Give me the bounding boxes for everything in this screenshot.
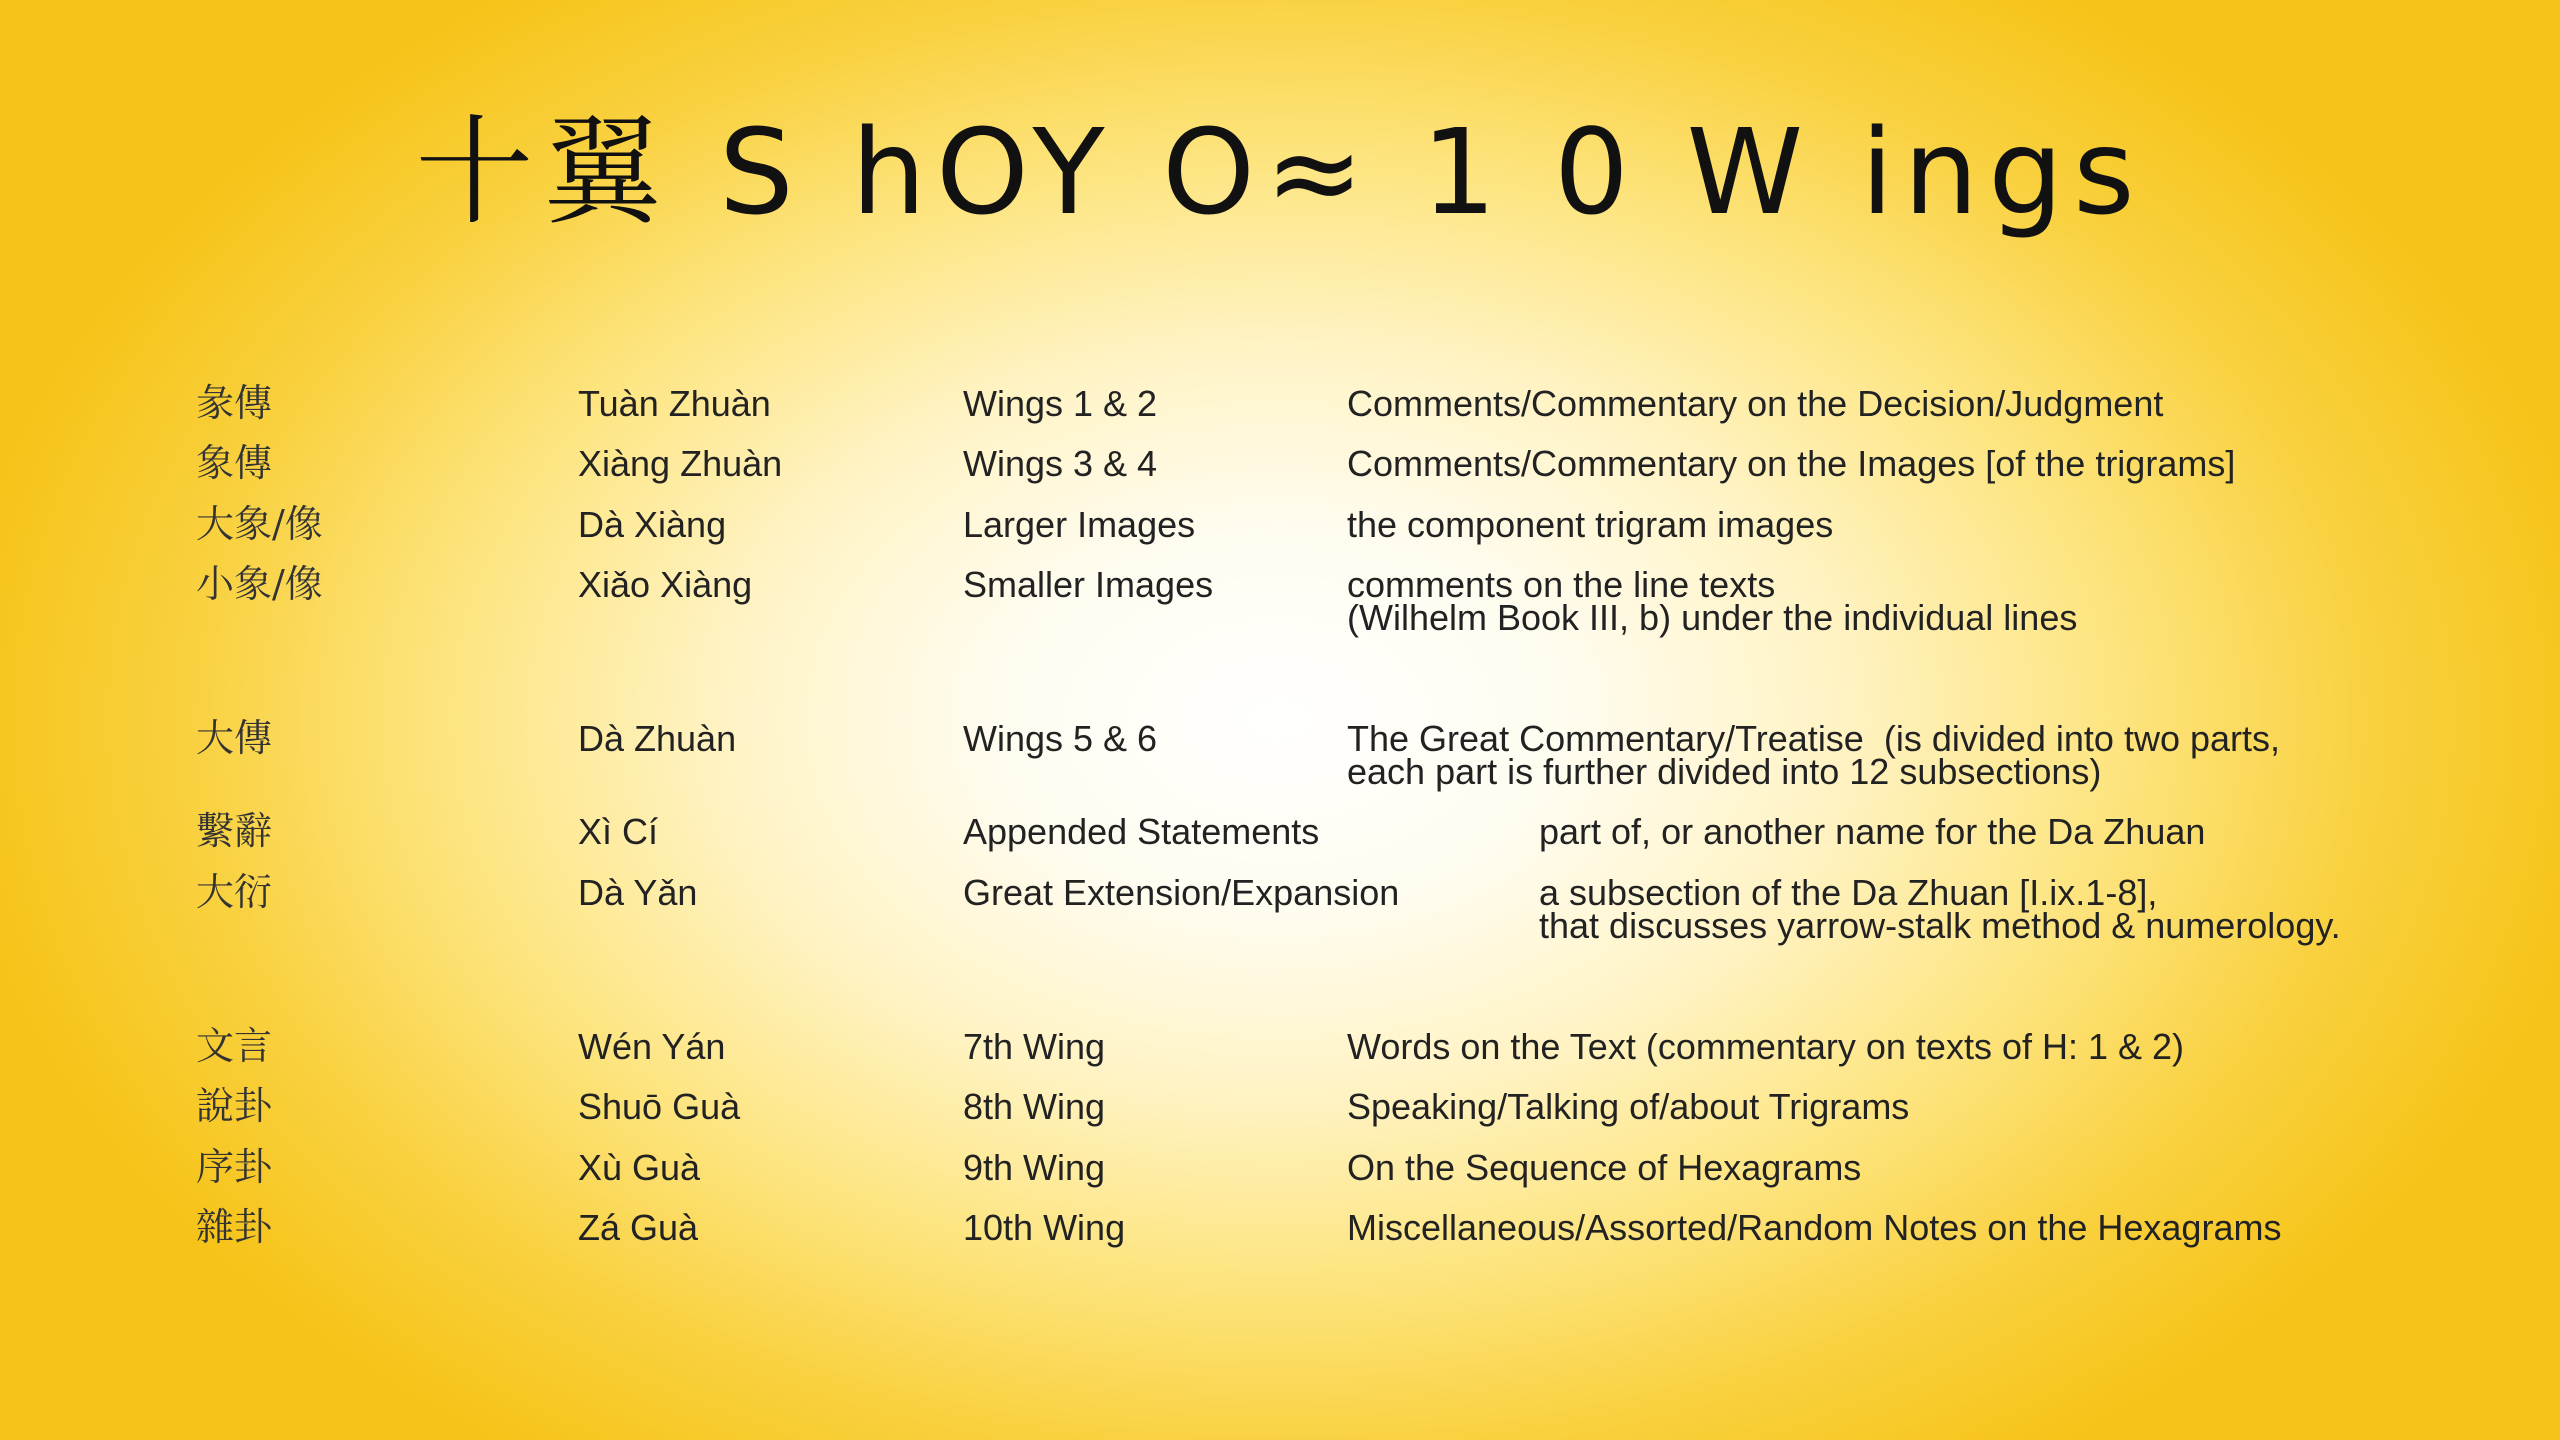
wing-cell: 9th Wing	[963, 1147, 1106, 1188]
description-cell: The Great Commentary/Treatise (is divided into two parts, each part is further divided into 12 subsections)	[1347, 718, 2281, 792]
pinyin-cell: Xù Guà	[578, 1147, 701, 1188]
hanzi-cell: 小象/像	[196, 562, 323, 606]
description-cell: comments on the line texts (Wilhelm Book III, b) under the individual lines	[1347, 564, 2078, 638]
pinyin-cell: Dà Zhuàn	[578, 718, 737, 759]
wing-cell: 10th Wing	[963, 1207, 1126, 1248]
wing-cell: 7th Wing	[963, 1026, 1106, 1067]
description-cell: Words on the Text (commentary on texts of H: 1 & 2)	[1347, 1026, 2185, 1067]
hanzi-cell: 繫辭	[196, 809, 273, 853]
description-cell: Speaking/Talking of/about Trigrams	[1347, 1086, 1910, 1127]
description-cell: Miscellaneous/Assorted/Random Notes on the Hexagrams	[1347, 1207, 2282, 1248]
pinyin-cell: Dà Xiàng	[578, 504, 727, 545]
description-cell: On the Sequence of Hexagrams	[1347, 1147, 1862, 1188]
pinyin-cell: Dà Yǎn	[578, 872, 698, 913]
hanzi-cell: 文言	[196, 1024, 273, 1068]
wing-cell: Great Extension/Expansion	[963, 872, 1400, 913]
wing-cell: Smaller Images	[963, 564, 1214, 605]
wing-cell: Wings 1 & 2	[963, 383, 1158, 424]
pinyin-cell: Xiàng Zhuàn	[578, 443, 783, 484]
hanzi-cell: 象傳	[196, 441, 273, 485]
hanzi-cell: 雜卦	[196, 1205, 273, 1249]
table-row	[0, 870, 2560, 950]
hanzi-cell: 彖傳	[196, 381, 273, 425]
hanzi-cell: 序卦	[196, 1145, 273, 1189]
hanzi-cell: 大傳	[196, 716, 273, 760]
slide-title: 十翼 S hOY O≈ 1 0 W ings	[415, 103, 2145, 241]
wing-cell: Wings 3 & 4	[963, 443, 1158, 484]
pinyin-cell: Shuō Guà	[578, 1086, 741, 1127]
description-cell: the component trigram images	[1347, 504, 1834, 545]
table-row	[0, 716, 2560, 796]
pinyin-cell: Xiǎo Xiàng	[578, 564, 753, 605]
hanzi-cell: 大象/像	[196, 502, 323, 546]
pinyin-cell: Zá Guà	[578, 1207, 699, 1248]
description-cell: Comments/Commentary on the Decision/Judgment	[1347, 383, 2164, 424]
description-cell: Comments/Commentary on the Images [of the trigrams]	[1347, 443, 2236, 484]
pinyin-cell: Wén Yán	[578, 1026, 726, 1067]
wing-cell: Appended Statements	[963, 811, 1320, 852]
pinyin-cell: Xì Cí	[578, 811, 659, 852]
description-cell: part of, or another name for the Da Zhuan	[1539, 811, 2206, 852]
description-cell: a subsection of the Da Zhuan [I.ix.1-8], that discusses yarrow-stalk method & numerology.	[1539, 872, 2341, 946]
wing-cell: Larger Images	[963, 504, 1196, 545]
table-row	[0, 562, 2560, 642]
hanzi-cell: 說卦	[196, 1084, 273, 1128]
wing-cell: 8th Wing	[963, 1086, 1106, 1127]
table-row	[0, 1205, 2560, 1285]
pinyin-cell: Tuàn Zhuàn	[578, 383, 771, 424]
hanzi-cell: 大衍	[196, 870, 273, 914]
wing-cell: Wings 5 & 6	[963, 718, 1158, 759]
